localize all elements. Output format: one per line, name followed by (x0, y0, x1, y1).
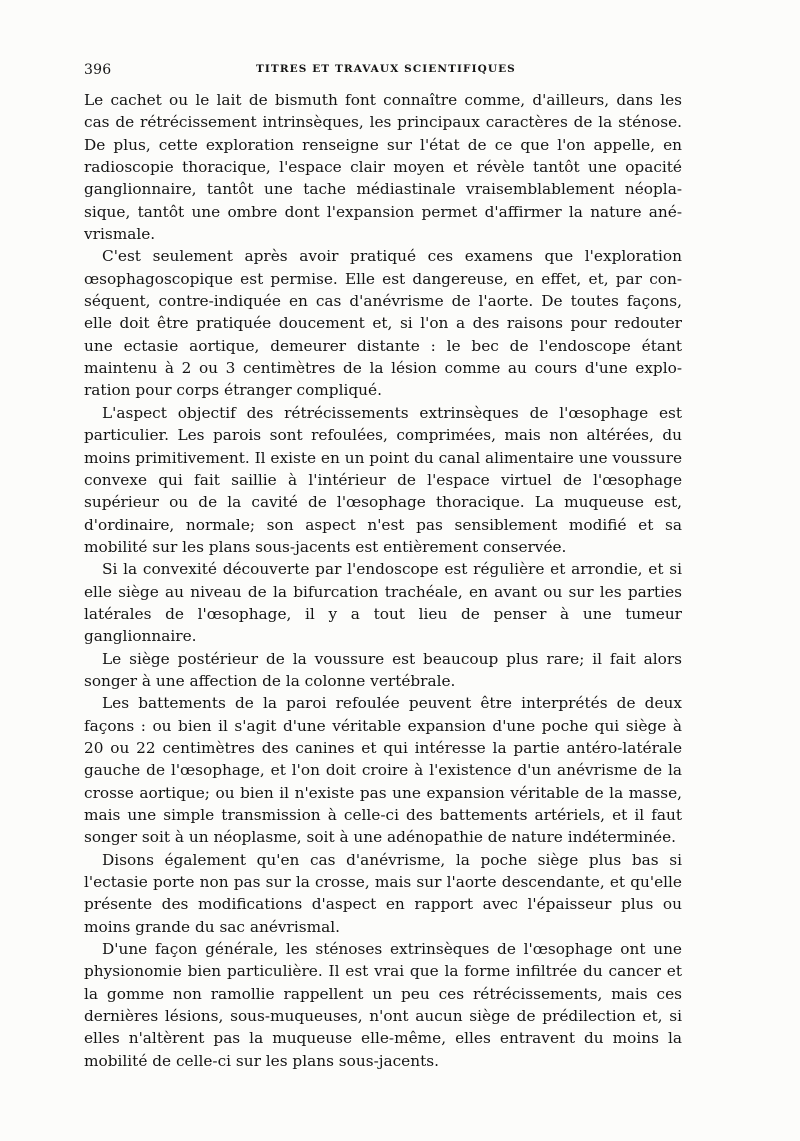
paragraph: Disons également qu'en cas d'anévrisme, la poche siège plus bas si l'ectasie porte non pas sur la crosse, mais sur l'aorte descendante, et qu'elle présente des modifications d'aspect en rapport avec l'épaisseur plus ou moins grande du sac anévrismal. (84, 850, 682, 936)
paragraph: Le siège postérieur de la voussure est beaucoup plus rare; il fait alors songer à une affection de la colonne vertébrale. (84, 649, 682, 690)
paragraph: Les battements de la paroi refoulée peuvent être interprétés de deux façons : ou bien il s'agit d'une véritable expansion d'une poche qui siège à 20 ou 22 centimètres des canines et qui intéresse la partie antéro-latérale gauche de l'œsophage, et l'on doit croire à l'existence d'un anévrisme de la crosse aortique; ou bien il n'existe pas une expansion véritable de la masse, mais une simple transmission à celle-ci des battements artériels, et il faut songer soit à un néoplasme, soit à une adénopathie de nature indéterminée. (84, 694, 682, 847)
page-number: 396 (84, 62, 112, 78)
paragraph: D'une façon générale, les sténoses extrinsèques de l'œsophage ont une physionomie bien particulière. Il est vrai que la forme infiltrée du cancer et la gomme non ramollie rappellent un peu ces rétrécissements, mais ces dernières lésions, sous-muqueuses, n'ont aucun siège de prédilection et, si elles n'altèrent pas la muqueuse elle-même, elles entravent du moins la mobilité de celle-ci sur les plans sous-jacents. (84, 940, 682, 1070)
paragraph: Le cachet ou le lait de bismuth font connaître comme, d'ailleurs, dans les cas de rétrécissement intrinsèques, les principaux caractères de la sténose. De plus, cette exploration renseigne sur l'état de ce que l'on appelle, en radioscopie thoracique, l'espace clair moyen et révèle tantôt une opacité ganglionnaire, tantôt une tache médiastinale vraisemblablement néoplasique, tantôt une ombre dont l'expansion permet d'affirmer la nature anévrismale. (84, 91, 682, 244)
paragraph: C'est seulement après avoir pratiqué ces examens que l'exploration œsophagoscopique est permise. Elle est dangereuse, en effet, et, par conséquent, contre-indiquée en cas d'anévrisme de l'aorte. De toutes façons, elle doit être pratiquée doucement et, si l'on a des raisons pour redouter une ectasie aortique, demeurer distante : le bec de l'endoscope étant maintenu à 2 ou 3 centimètres de la lésion comme au cours d'une exploration pour corps étranger compliqué. (84, 247, 682, 400)
page-header (84, 62, 684, 82)
paragraph: Si la convexité découverte par l'endoscope est régulière et arrondie, et si elle siège au niveau de la bifurcation trachéale, en avant ou sur les parties latérales de l'œsophage, il y a tout lieu de penser à une tumeur ganglionnaire. (84, 560, 682, 646)
paragraph: L'aspect objectif des rétrécissements extrinsèques de l'œsophage est particulier. Les parois sont refoulées, comprimées, mais non altérées, du moins primitivement. Il existe en un point du canal alimentaire une voussure convexe qui fait saillie à l'intérieur de l'espace virtuel de l'œsophage supérieur ou de la cavité de l'œsophage thoracique. La muqueuse est, d'ordinaire, normale; son aspect n'est pas sensiblement modifié et sa mobilité sur les plans sous-jacents est entièrement conservée. (84, 403, 682, 556)
running-head: TITRES ET TRAVAUX SCIENTIFIQUES (256, 63, 516, 75)
body-text (84, 89, 682, 1072)
